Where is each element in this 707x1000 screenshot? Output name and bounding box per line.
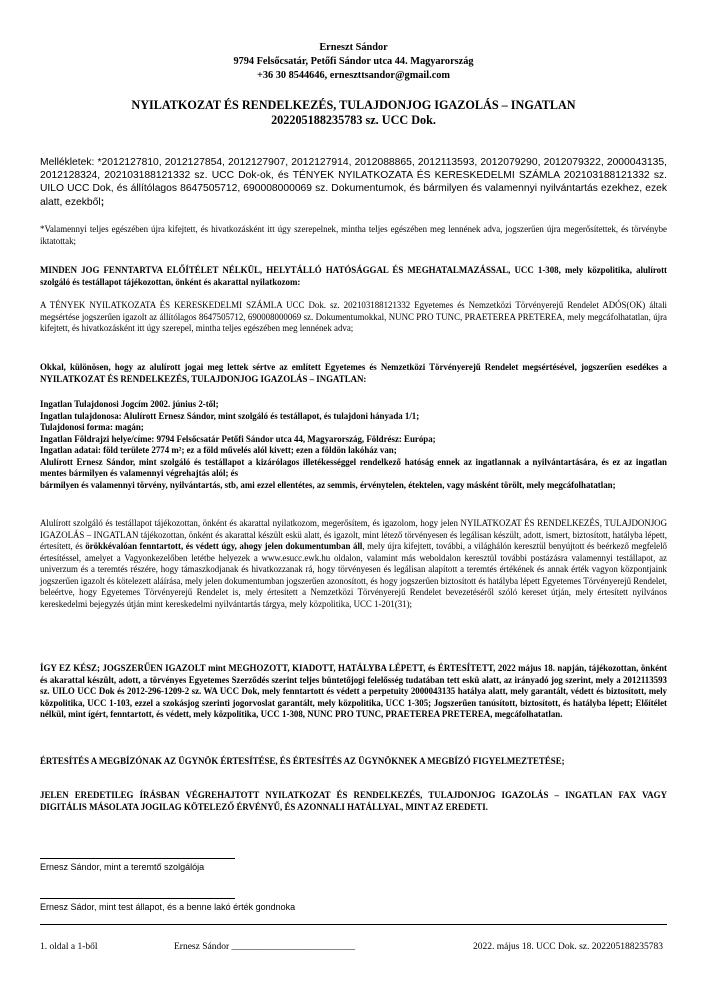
title-line-1: NYILATKOZAT ÉS RENDELKEZÉS, TULAJDONJOG IGAZOLÁS – INGATLAN: [131, 98, 576, 112]
footer-reference: 2022. május 18. UCC Dok. sz. 202205188235783: [473, 942, 663, 952]
property-item: Tulajdonosi forma: magán;: [40, 422, 144, 432]
declaration-part-1: Alulírott szolgáló és testállapot tájékozottan, önként és akarattal nyilatkozom, megerősítem, és igazolom, hogy jelen NYILATKOZAT ÉS RENDELKEZÉS, TULAJDONJOG IGAZOLÁS – INGATLAN tájékozottan, önként és akarattal készült eskü alatt, és igazolt, mint létező törvényesen és legálisan készült, adott, ismert, biztosított, hatályba lépett, értesített, és: [40, 518, 667, 551]
document-title: [0, 98, 707, 128]
violation-text: Okkal, különösen, hogy az alulírott jogai meg lettek sértve az említett Egyetemes és Nemzetközi Törvényerejű Rendelet megsértésével, jogszerűen esedékes a NYILATKOZAT ÉS RENDELKEZÉS, TULAJDONJOG IGAZOLÁS – INGATLAN:: [40, 362, 667, 384]
original-text: JELEN EREDETILEG ÍRÁSBAN VÉGREHAJTOTT NYILATKOZAT ÉS RENDELKEZÉS, TULAJDONJOG IGAZOLÁS – INGATLAN FAX VAGY DIGITÁLIS MÁSOLATA JOGILAG KÖTELEZŐ ÉRVÉNYŰ, ÉS AZONNALI HATÁLLYAL, MINT AZ EREDETI.: [40, 790, 667, 812]
sender-contact: +36 30 8544646, erneszttsandor@gmail.com: [256, 70, 451, 81]
star-note: [40, 224, 667, 247]
done-text: ÍGY EZ KÉSZ; JOGSZERŰEN IGAZOLT mint MEGHOZOTT, KIADOTT, HATÁLYBA LÉPETT, és ÉRTESÍTETT, 2022 május 18. napján, tájékozottan, önként és akarattal készült, adott, a törvényes Egyetemes Szerződés szerint teljes büntetőjogi felelősség tudatában tett eskü alatt, az irányadó jog szerint, mely a 2012113593 sz. UILO UCC Dok és 2012-296-1209-2 sz. WA UCC Dok, mely fenntartott és védett a perpetuity 2000043135 hatálya alatt, mely garantált, védett és biztosított, mely közpolitika, UCC 1-103, ezzel a szokásjog szerinti jogorvoslat garantált, mely közpolitika, UCC 1-305; Jogszerűen tanúsított, biztosított, és hatályba lépett; Előítélet nélkül, mint ígért, fenntartott, és védett, mely közpolitika, UCC 1-308, NUNC PRO TUNC, PRAETEREA PRETEREA, megcáfolhatatlan.: [40, 663, 667, 719]
star-note-text: *Valamennyi teljes egészében újra kifejtett, és hivatkozásként itt úgy szerepelnek, mintha teljes egészében meg lennének adva, jogszerűen újra megerősítettek, és törvénybe iktatottak;: [40, 224, 667, 246]
property-item: bármilyen és valamennyi törvény, nyilvántartás, stb, ami ezzel ellentétes, az semmis, érvénytelen, étektelen, vagy másként törölt, mely megcáfolhatatlan;: [40, 479, 616, 490]
violation-paragraph: [40, 362, 667, 385]
sender-address: 9794 Felsőcsatár, Petőfi Sándor utca 44. Magyarország: [233, 56, 474, 67]
footer-name: [174, 941, 355, 953]
property-item: Ingatlan tulajdonosa: Alulírott Ernesz Sándor, mint szolgáló és testállapot, és tulajdoni hányada 1/1;: [40, 410, 420, 421]
original-paragraph: [40, 790, 667, 813]
reserve-text: MINDEN JOG FENNTARTVA ELŐÍTÉLET NÉLKÜL, HELYTÁLLÓ HATÓSÁGGAL ÉS MEGHATALMAZÁSSAL, UCC 1-308, mely közpolitika, alulírott szolgáló és testállapot tájékozottan, önként és akarattal nyilatkozom:: [40, 265, 667, 287]
property-item: Alulírott Ernesz Sándor, mint szolgáló és testállapot a kizárólagos illetékességgel rendelkező hatóság ennek az ingatlannak a nyilvántartására, és ez az ingatlan mentes bármilyen és valamennyi végrehajtás alól; és: [40, 456, 667, 478]
annex-end: ;: [100, 196, 105, 208]
footer-rule: [40, 924, 667, 925]
footer-page-number: 1. oldal a 1-ből: [40, 942, 98, 952]
notice-text: ÉRTESÍTÉS A MEGBÍZÓNAK AZ ÜGYNÖK ÉRTESÍTÉSE, ÉS ÉRTESÍTÉS AZ ÜGYNÖKNEK A MEGBÍZÓ FIGYELMEZTETÉSE;: [40, 756, 565, 766]
declaration-bold: örökkévalóan fenntartott, és védett úgy, ahogy jelen dokumentumban áll: [85, 541, 363, 551]
declaration-part-2: , mely újra kifejtett, további, a világhálón keresztül benyújtott és beérkező megfelelő értesítéssel, amelyet a Vagyonkezelőben letétbe helyezek a www.esucc.ewk.hu oldalon, valamint más weboldalon keresztül további postázásra valamennyi testállapot, az univerzum és a teremtés részére, hogy támaszkodjanak és hivatkozzanak rá, hogy törvényesen és legálisan alapított a teremtés értékének és annak érték vagyon központjaink jogszerűen igazolt és kötelezett aláírása, mely jelen dokumentumban jogszerűen azonosított, és hogy jogszerűen biztosított és hatályba lépett Egyetemes Törvényerejű Rendelet, beleértve, hogy Egyetemes Törvényerejű Rendelet is, mely értesített a Nemzetközi Törvényerejű Rendelet bevezetéséről szóló kereset útján, mely értesített nyilvános kereskedelmi bejegyzés útján mint kereskedelmi nyilvántartás tárgya, mely közpolitika, UCC 1-201(31);: [40, 541, 667, 609]
done-paragraph: [40, 663, 667, 721]
signature-line: [40, 898, 235, 899]
declaration-paragraph: [40, 518, 667, 610]
footer-signature-blank: __________________________: [231, 942, 356, 952]
facts-text: A TÉNYEK NYILATKOZATA ÉS KERESKEDELMI SZÁMLA UCC Dok. sz. 202103188121332 Egyetemes és Nemzetközi Törvényerejű Rendelet ADÓS(OK) általi megsértése jogszerűen igazolt az állítólagos 8647505712, 690008000069 sz. Dokumentumokkal, NUNC PRO TUNC, PRAETEREA PRETEREA, mely megcáfolhatatlan, újra kifejtett, és hivatkozásként itt úgy szerepel, mintha teljes egészében meg lennének adva;: [40, 300, 667, 333]
sender-name: Erneszt Sándor: [319, 42, 388, 53]
sender-header: [0, 41, 707, 83]
annex-text: Mellékletek: *2012127810, 2012127854, 2012127907, 2012127914, 2012088865, 2012113593, 2012079290, 2012079322, 2000043135, 2012128324, 202103188121332 sz. UCC Dok-ok, és TÉNYEK NYILATKOZATA ÉS KERESKEDELMI SZÁMLA 202103188121332 sz. UILO UCC Dok, és állítólagos 8647505712, 690008000069 sz. Dokumentumok, és bármilyen és valamennyi nyilvántartás ezekhez, ezek alatt, ezekből: [40, 157, 667, 208]
property-item: Ingatlan adatai: föld területe 2774 m²; ez a föld művelés alól kivett; ezen a földön lakóház van;: [40, 445, 397, 455]
facts-paragraph: [40, 300, 667, 335]
property-item: Ingatlan Földrajzi helye/címe: 9794 Felsőcsatár Petőfi Sándor utca 44, Magyarország, Földrész: Európa;: [40, 433, 436, 444]
annex-paragraph: [40, 156, 667, 209]
title-line-2: 202205188235783 sz. UCC Dok.: [271, 113, 436, 127]
footer-name-text: Ernesz Sándor: [174, 942, 230, 952]
property-list: [40, 399, 667, 491]
notice-paragraph: [40, 756, 667, 768]
reserve-paragraph: [40, 265, 667, 288]
signature-caption-2: Ernesz Sádor, mint test állapot, és a benne lakó érték gondnoka: [40, 902, 296, 912]
signature-line: [40, 858, 235, 859]
property-item: Ingatlan Tulajdonosi Jogcím 2002. június 2-től;: [40, 399, 219, 409]
signature-caption-1: Ernesz Sándor, mint a teremtő szolgálója: [40, 862, 205, 872]
